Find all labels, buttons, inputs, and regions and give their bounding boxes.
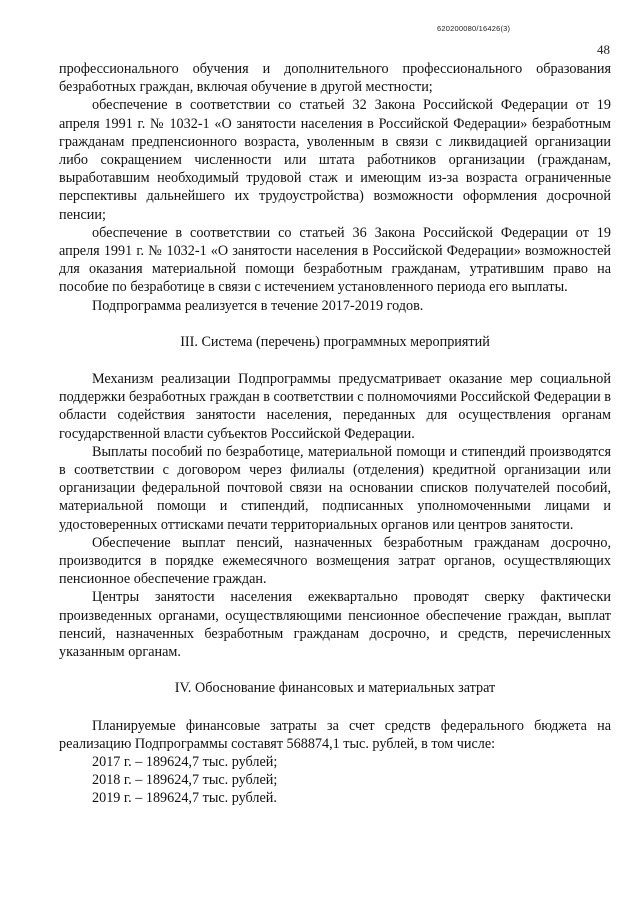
section-3-paragraph: Центры занятости населения ежеквартально проводят сверку фактически произведенных органами, осуществляющими пенсионное обеспечение граждан, выплат пенсий, назначенных безработным гражданам досрочно, и средств, перечисленных указанным органам. xyxy=(59,589,611,661)
paragraph-article-32: обеспечение в соответствии со статьей 32 Закона Российской Федерации от 19 апреля 1991 г. № 1032-1 «О занятости населения в Российской Федерации» безработным гражданам предпенсионного возраста, уволенным в связи с ликвидацией организации либо сокращением численности или штата работников организации (гражданам, выработавшим необходимый трудовой стаж и имеющим из-за возраста ограниченные перспективы дальнейшего их трудоустройства) возможности оформления досрочной пенсии; xyxy=(59,97,611,223)
year-cost-line: 2019 г. – 189624,7 тыс. рублей. xyxy=(92,790,277,807)
paragraph-period: Подпрограмма реализуется в течение 2017-2019 годов. xyxy=(92,297,424,314)
paragraph-continuation: профессионального обучения и дополнительного профессионального образования безработных граждан, включая обучение в другой местности; xyxy=(59,61,611,96)
section-4-heading: IV. Обоснование финансовых и материальных затрат xyxy=(174,680,496,697)
document-body xyxy=(59,60,611,808)
year-cost-line: 2017 г. – 189624,7 тыс. рублей; xyxy=(92,753,278,770)
page-number: 48 xyxy=(597,42,610,57)
document-code: 620200080/16426(3) xyxy=(437,24,511,33)
section-3-paragraph: Выплаты пособий по безработице, материальной помощи и стипендий производятся в соответствии с договором через филиалы (отделения) кредитной организации или организации федеральной почтовой связи на основании списков получателей пособий, материальной помощи и стипендий, подписанных уполномоченными лицами и удостоверенных оттисками печати территориальных органов или центров занятости. xyxy=(59,443,611,533)
paragraph-article-36: обеспечение в соответствии со статьей 36 Закона Российской Федерации от 19 апреля 1991 г. № 1032-1 «О занятости населения в Российской Федерации» возможностей для оказания материальной помощи безработным гражданам, утратившим право на пособие по безработице в связи с истечением установленного периода его выплаты. xyxy=(59,224,611,296)
section-3-paragraph: Обеспечение выплат пенсий, назначенных безработным гражданам досрочно, производится в порядке ежемесячного возмещения затрат органов, осуществляющих пенсионное обеспечение граждан. xyxy=(59,534,611,588)
section-3-paragraph: Механизм реализации Подпрограммы предусматривает оказание мер социальной поддержки безработных граждан в соответствии с полномочиями Российской Федерации в области содействия занятости населения, переданных для осуществления органам государственной власти субъектов Российской Федерации. xyxy=(59,371,611,442)
section-4-intro: Планируемые финансовые затраты за счет средств федерального бюджета на реализацию Подпрограммы составят 568874,1 тыс. рублей, в том числе: xyxy=(59,717,611,752)
year-cost-line: 2018 г. – 189624,7 тыс. рублей; xyxy=(92,772,278,789)
section-3-heading: III. Система (перечень) программных мероприятий xyxy=(180,333,490,350)
